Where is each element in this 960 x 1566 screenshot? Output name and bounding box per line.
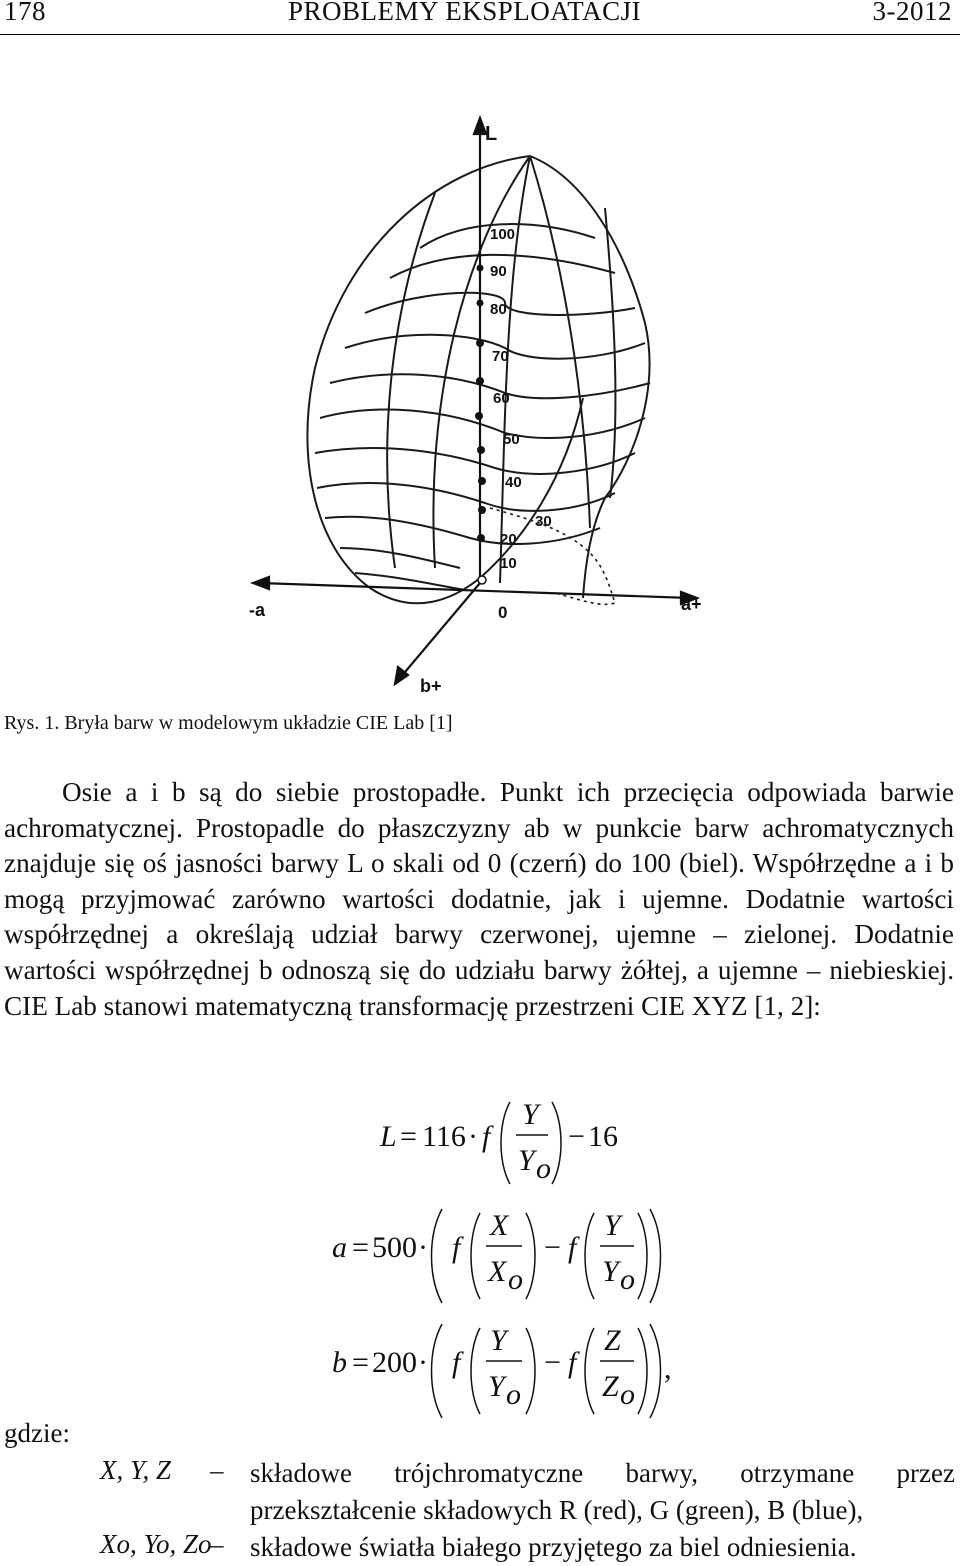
svg-text:·: · [468,1120,478,1153]
svg-text:f: f [568,1346,577,1379]
definition-symbol: X, Y, Z [100,1455,172,1485]
lightness-label: 20 [500,531,517,548]
svg-text:Y: Y [604,1209,621,1242]
svg-text:500: 500 [372,1231,417,1264]
svg-text:Y: Y [602,1255,619,1288]
issue-number: 3-2012 [872,0,952,26]
svg-text:f: f [452,1231,461,1264]
figure-caption: Rys. 1. Bryła barw w modelowym układzie CIE Lab [1] [4,712,453,734]
svg-text:Y: Y [518,1144,535,1177]
definition-dash: – [210,1529,224,1559]
equation-b [332,1320,682,1425]
paragraph-text: Osie a i b są do siebie prostopadłe. Punkt ich przecięcia odpowiada barwie achromatycznej. Prostopadle do płaszczyzny ab w punkcie barw achromatycznych znajduje się oś jasności barwy L o skali od 0 (czerń) do 100 (biel). Współrzędne a i b mogą przyjmować zarówno wartości dodatnie, jak i ujemne. Dodatnie wartości współrzędnej a określają udział barwy czerwonej, ujemne – zielonej. Dodatnie wartości współrzędnej b odnoszą się do udziału barwy żółtej, a ujemne – niebieskiej. CIE Lab stanowi matematyczną transformację przestrzeni CIE XYZ [1, 2]: [4,777,954,1021]
journal-title: PROBLEMY EKSPLOATACJI [288,0,642,26]
svg-text:f: f [452,1346,461,1379]
svg-text:=: = [352,1231,369,1264]
a-positive-label: a+ [681,594,702,614]
svg-text:Z: Z [604,1324,621,1357]
equation-l-svg [380,1098,640,1188]
svg-text:X: X [490,1209,509,1242]
lightness-label: 40 [505,474,522,491]
svg-text:b: b [332,1346,347,1379]
svg-text:16: 16 [588,1120,618,1153]
b-positive-label: b+ [420,676,442,696]
origin-label: 0 [498,603,508,622]
lightness-label: 70 [492,348,509,365]
svg-text:f: f [568,1231,577,1264]
svg-text:f: f [482,1120,491,1153]
svg-text:·: · [418,1231,428,1264]
lightness-label: 90 [490,263,507,280]
svg-text:o: o [506,1378,521,1411]
definition-dash: – [210,1455,224,1485]
svg-text:=: = [352,1346,369,1379]
lightness-label: 50 [503,431,520,448]
svg-text:a: a [332,1231,347,1264]
lightness-label: 80 [490,301,507,318]
lightness-label: 60 [493,390,510,407]
lightness-label: 100 [490,226,516,243]
a-negative-label: -a [249,600,266,620]
svg-text:o: o [536,1152,551,1185]
page-number: 178 [4,0,46,26]
equation-b-svg [332,1320,682,1420]
definition-text: składowe światła białego przyjętego za biel odniesienia. [250,1532,857,1562]
page-header [0,0,960,35]
svg-text:Y: Y [522,1098,539,1131]
svg-text:L: L [380,1120,397,1153]
lightness-label: 10 [500,555,517,572]
svg-text:X: X [488,1255,507,1288]
svg-text:o: o [508,1263,523,1296]
svg-text:Y: Y [488,1370,505,1403]
svg-text:−: − [568,1120,585,1153]
svg-text:·: · [418,1346,428,1379]
svg-text:o: o [620,1263,635,1296]
cie-lab-solid-figure [205,98,765,708]
lightness-label: 30 [535,513,552,530]
definition-symbol: Xo, Yo, Zo [100,1529,212,1559]
svg-text:Y: Y [490,1324,507,1357]
cie-lab-solid-drawing [205,98,765,708]
body-paragraph [4,775,954,1024]
svg-text:200: 200 [372,1346,417,1379]
svg-text:Z: Z [602,1370,619,1403]
definitions-intro: gdzie: [4,1418,70,1448]
b-axis [400,583,480,678]
equation-l [380,1098,640,1193]
svg-text:116: 116 [422,1120,466,1153]
svg-text:−: − [544,1346,561,1379]
svg-text:,: , [664,1352,672,1385]
equation-a [332,1205,672,1310]
definition-text: składowe trójchromatyczne barwy, otrzymane przez przekształcenie składowych R (red), G (green), B (blue), [250,1458,955,1525]
svg-text:−: − [544,1231,561,1264]
svg-text:o: o [620,1378,635,1411]
l-axis-label: L [485,123,498,145]
svg-text:=: = [400,1120,417,1153]
equation-a-svg [332,1205,672,1305]
